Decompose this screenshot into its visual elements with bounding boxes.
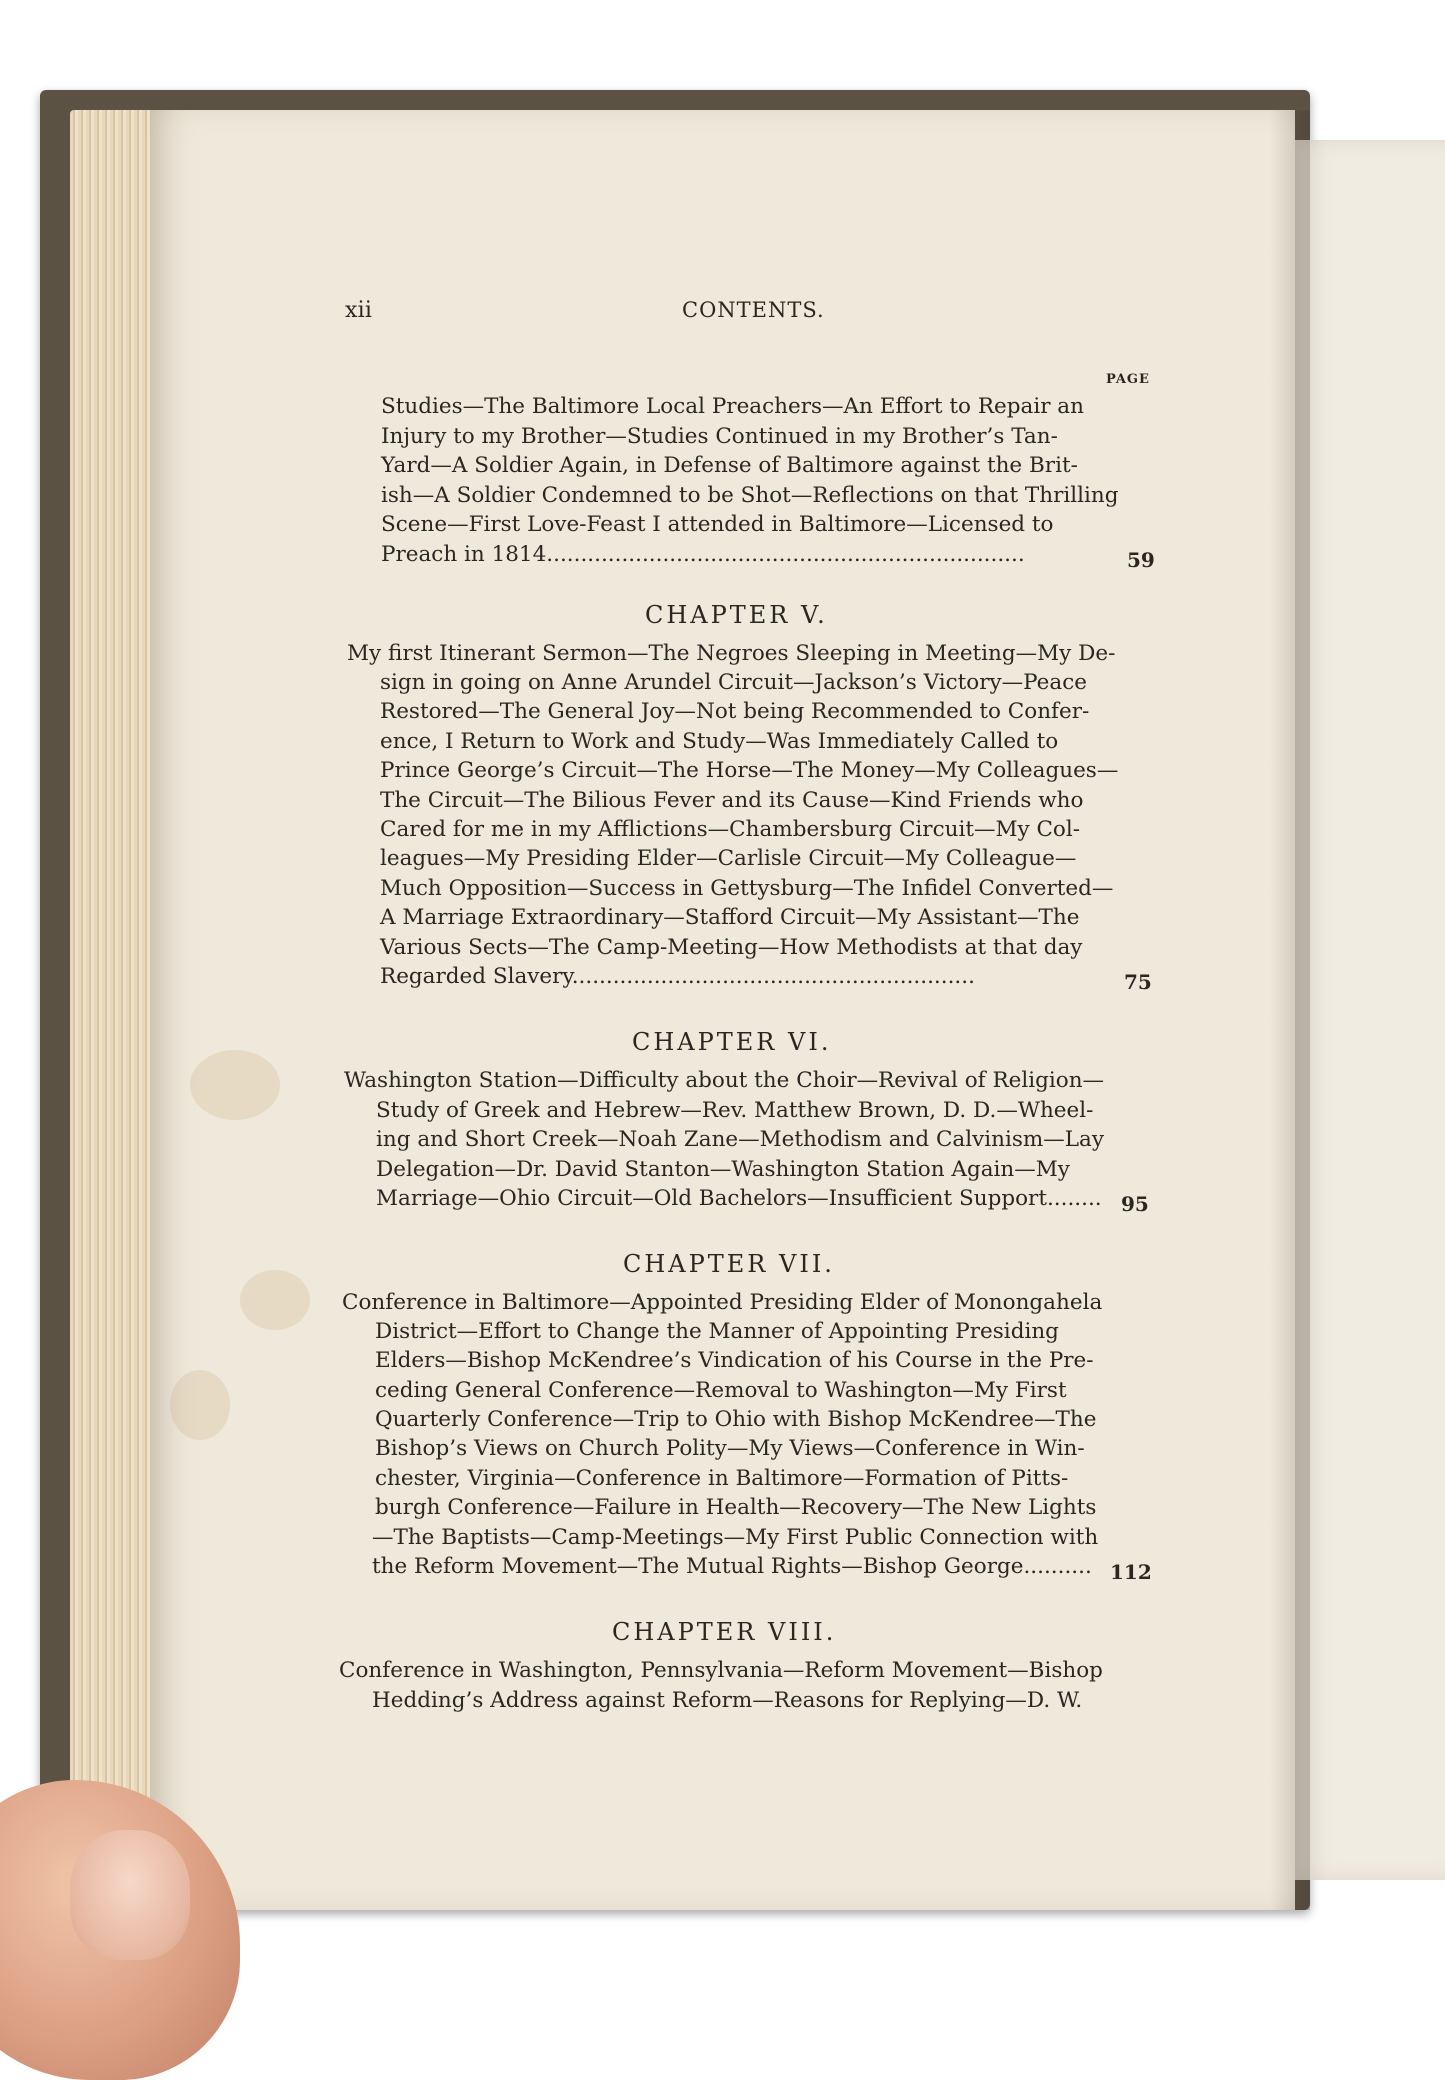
toc-line: Restored—The General Joy—Not being Recommended to Confer-	[380, 699, 1090, 724]
toc-page-number: 75	[1124, 970, 1152, 994]
age-stain	[190, 1050, 280, 1120]
toc-line: burgh Conference—Failure in Health—Recovery—The New Lights	[375, 1495, 1097, 1520]
toc-page-number: 112	[1110, 1560, 1152, 1584]
toc-line: The Circuit—The Bilious Fever and its Cause—Kind Friends who	[380, 788, 1084, 813]
toc-line: Delegation—Dr. David Stanton—Washington Station Again—My	[376, 1157, 1070, 1182]
toc-line: Scene—First Love-Feast I attended in Baltimore—Licensed to	[381, 512, 1054, 537]
toc-line: —The Baptists—Camp-Meetings—My First Public Connection with	[372, 1525, 1099, 1550]
toc-line: chester, Virginia—Conference in Baltimore—Formation of Pitts-	[375, 1466, 1069, 1491]
toc-line: Yard—A Soldier Again, in Defense of Baltimore against the Brit-	[381, 453, 1078, 478]
toc-line: Hedding’s Address against Reform—Reasons for Replying—D. W.	[372, 1688, 1083, 1713]
chapter-heading: CHAPTER VIII.	[612, 1618, 837, 1646]
toc-line: Preach in 1814......................................................................	[381, 542, 1025, 567]
page-column-label: PAGE	[1106, 372, 1150, 387]
age-stain	[240, 1270, 310, 1330]
toc-line: Various Sects—The Camp-Meeting—How Methodists at that day	[380, 935, 1083, 960]
toc-line: Regarded Slavery...........................................................	[380, 964, 975, 989]
toc-line: My first Itinerant Sermon—The Negroes Sleeping in Meeting—My De-	[347, 641, 1116, 666]
toc-line: Washington Station—Difficulty about the Choir—Revival of Religion—	[344, 1068, 1105, 1093]
toc-line: Study of Greek and Hebrew—Rev. Matthew Brown, D. D.—Wheel-	[376, 1098, 1094, 1123]
toc-line: A Marriage Extraordinary—Stafford Circuit—My Assistant—The	[380, 905, 1080, 930]
toc-line: Prince George’s Circuit—The Horse—The Money—My Colleagues—	[380, 758, 1119, 783]
thumb-nail	[70, 1830, 190, 1960]
gutter-shadow	[1270, 110, 1310, 1910]
toc-line: Conference in Washington, Pennsylvania—Reform Movement—Bishop	[339, 1658, 1103, 1683]
toc-line: sign in going on Anne Arundel Circuit—Jackson’s Victory—Peace	[380, 670, 1087, 695]
toc-line: Marriage—Ohio Circuit—Old Bachelors—Insufficient Support........	[376, 1186, 1102, 1211]
toc-page-number: 59	[1127, 548, 1155, 572]
toc-line: ish—A Soldier Condemned to be Shot—Reflections on that Thrilling	[381, 483, 1119, 508]
toc-line: Cared for me in my Afflictions—Chambersburg Circuit—My Col-	[380, 817, 1081, 842]
toc-line: ing and Short Creek—Noah Zane—Methodism and Calvinism—Lay	[376, 1127, 1105, 1152]
facing-page	[1295, 140, 1445, 1880]
age-stain	[170, 1370, 230, 1440]
toc-line: ceding General Conference—Removal to Washington—My First	[375, 1378, 1067, 1403]
toc-line: the Reform Movement—The Mutual Rights—Bishop George..........	[372, 1554, 1092, 1579]
toc-line: Studies—The Baltimore Local Preachers—An Effort to Repair an	[381, 394, 1084, 419]
toc-line: District—Effort to Change the Manner of Appointing Presiding	[375, 1319, 1059, 1344]
toc-page-number: 95	[1121, 1192, 1149, 1216]
page-title: CONTENTS.	[682, 298, 825, 322]
toc-line: leagues—My Presiding Elder—Carlisle Circuit—My Colleague—	[380, 846, 1077, 871]
chapter-heading: CHAPTER VII.	[623, 1250, 835, 1278]
toc-line: Injury to my Brother—Studies Continued in my Brother’s Tan-	[381, 424, 1058, 449]
toc-line: Much Opposition—Success in Gettysburg—The Infidel Converted—	[380, 876, 1114, 901]
toc-line: Bishop’s Views on Church Polity—My Views—Conference in Win-	[375, 1436, 1085, 1461]
chapter-heading: CHAPTER V.	[645, 601, 828, 629]
page-number: xii	[345, 298, 373, 323]
toc-line: Elders—Bishop McKendree’s Vindication of his Course in the Pre-	[375, 1348, 1094, 1373]
toc-line: ence, I Return to Work and Study—Was Immediately Called to	[380, 729, 1059, 754]
toc-line: Conference in Baltimore—Appointed Presiding Elder of Monongahela	[342, 1290, 1103, 1315]
chapter-heading: CHAPTER VI.	[632, 1028, 832, 1056]
toc-line: Quarterly Conference—Trip to Ohio with Bishop McKendree—The	[375, 1407, 1097, 1432]
